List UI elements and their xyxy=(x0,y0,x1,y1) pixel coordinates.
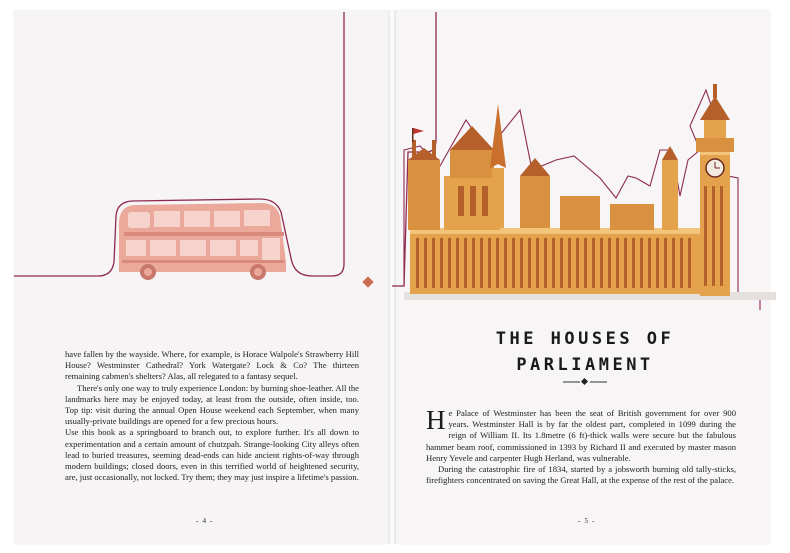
title-line-1: THE HOUSES OF xyxy=(495,329,675,349)
left-paragraph-3: Use this book as a springboard to branch out, to explore further. It's all down to experimentation and a certain amount of chutzpah. Strange-looking City alleys often lead to buried treasures, seeming dead-ends can hide ancient rights-of-way through modern buildings; closed doors, even in this terrified world of heightened security, are, just occasionally, not locked. Try them; they may just inspire a lifetime's passion. xyxy=(65,427,359,483)
right-paragraph-1-text: e Palace of Westminster has been the seat of British government for over 900 years. Westminster Hall is by far the oldest part, completed in 1099 during the reign of William II. Its 1.8metre (6 ft)-thick walls were secure but the fabulous hammer beam roof, commissioned in 1393 by Richard II and executed by master mason Henry Yevele and carpenter Hugh Herland, was vulnerable. xyxy=(426,408,736,463)
right-page-text xyxy=(426,405,736,486)
center-diamond xyxy=(362,276,373,287)
page-number-left: - 4 - xyxy=(196,516,214,525)
right-paragraph-1 xyxy=(426,405,736,464)
page-number-right: - 5 - xyxy=(578,516,596,525)
left-paragraph-1: have fallen by the wayside. Where, for example, is Horace Walpole's Strawberry Hill House? Westminster Cathedral? York Watergate? Lock & Co? The thirteen remaining cabmen's shelters? Alas, all relegated to a fantasy sequel. xyxy=(65,349,359,382)
title-ornament xyxy=(555,377,615,387)
chapter-title xyxy=(470,326,700,378)
double-decker-bus-illustration xyxy=(119,203,286,280)
drop-cap: H xyxy=(426,405,446,435)
left-page-text xyxy=(65,349,359,483)
right-paragraph-2: During the catastrophic fire of 1834, started by a jobsworth burning old tally-sticks, firefighters concentrated on saving the Great Hall, at the expense of the rest of the palace. xyxy=(426,464,736,486)
parliament-illustration xyxy=(404,84,776,300)
title-line-2: PARLIAMENT xyxy=(516,355,654,375)
left-paragraph-2: There's only one way to truly experience London: by burning shoe-leather. All the landmarks here may be enjoyed today, at least from the outside, often inside, too. Top tip: visit during the annual Open House weekend each September, when many usually-private buildings are opened for a few precious hours. xyxy=(65,382,359,427)
